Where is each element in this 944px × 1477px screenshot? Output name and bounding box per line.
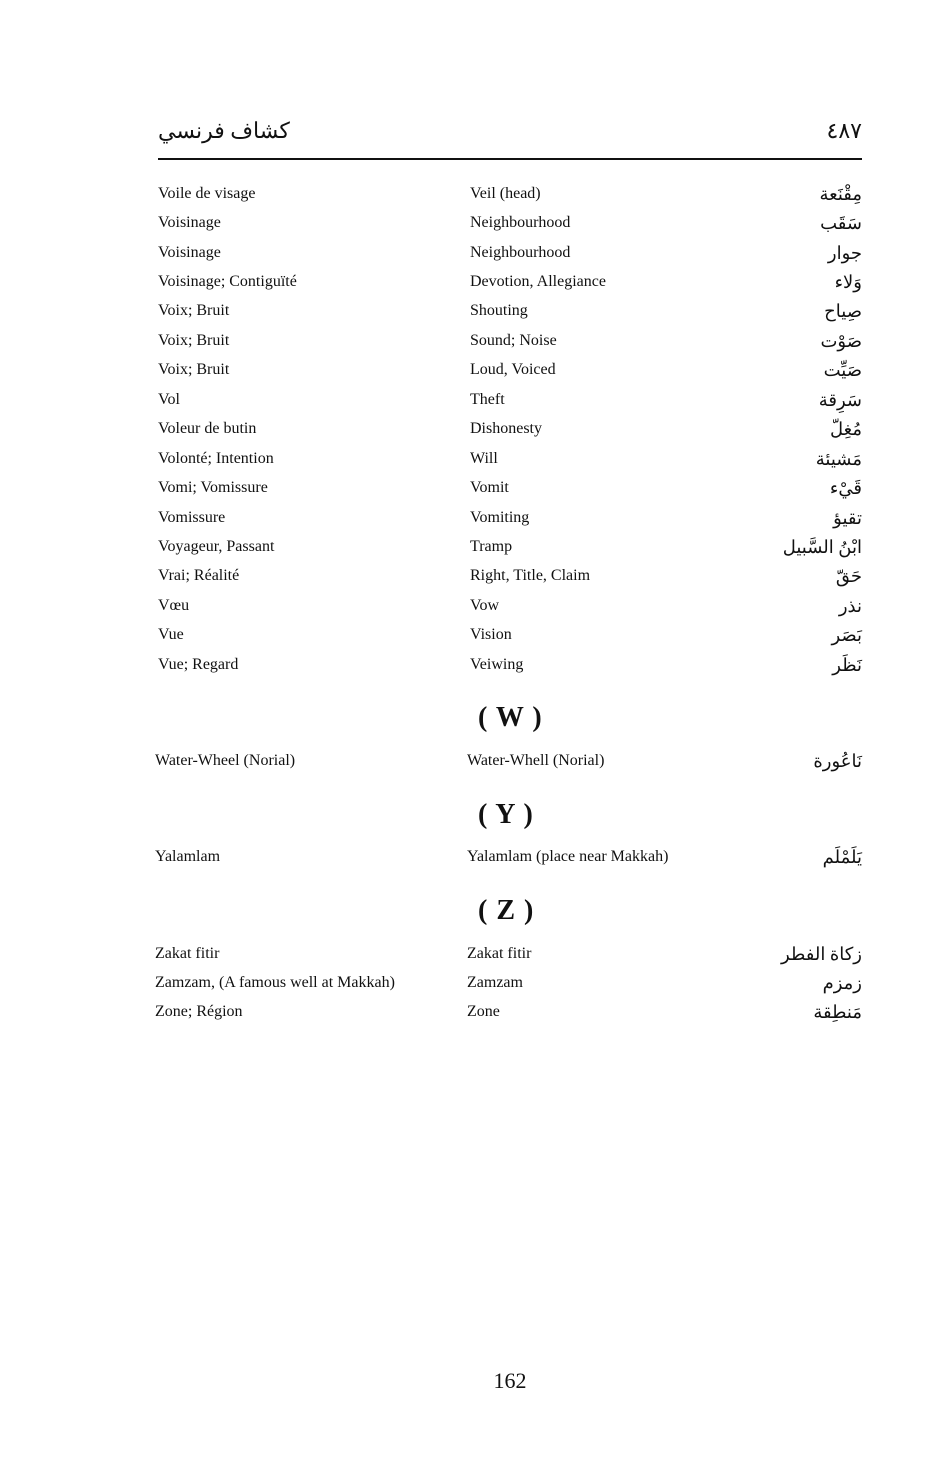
arabic-term: مَنطِقة xyxy=(813,1002,862,1022)
header-rule xyxy=(158,158,862,160)
english-term: Shouting xyxy=(470,302,528,319)
french-term: Zone; Région xyxy=(155,1003,243,1020)
arabic-term: ابْنُ السَّبيل xyxy=(782,537,862,557)
french-term: Voix; Bruit xyxy=(158,302,230,319)
list-item xyxy=(0,241,944,265)
english-term: Water-Whell (Norial) xyxy=(467,752,605,769)
section-heading-w: ( W ) xyxy=(478,702,543,733)
list-item xyxy=(0,942,944,966)
list-item xyxy=(0,417,944,441)
list-item xyxy=(0,211,944,235)
english-term: Zamzam xyxy=(467,974,523,991)
list-item xyxy=(0,299,944,323)
page-number: 162 xyxy=(493,1368,527,1393)
french-term: Vue; Regard xyxy=(158,656,239,673)
french-term: Voile de visage xyxy=(158,185,256,202)
english-term: Will xyxy=(470,450,498,467)
list-item xyxy=(0,749,944,773)
french-term: Vomissure xyxy=(158,509,226,526)
list-item xyxy=(0,594,944,618)
french-term: Voisinage xyxy=(158,214,221,231)
list-item xyxy=(0,358,944,382)
arabic-term: سَرِقة xyxy=(818,390,862,410)
french-term: Zamzam, (A famous well at Makkah) xyxy=(155,974,395,991)
french-term: Volonté; Intention xyxy=(158,450,274,467)
english-term: Right, Title, Claim xyxy=(470,567,591,584)
english-term: Veiwing xyxy=(470,656,524,673)
english-term: Tramp xyxy=(470,538,513,555)
list-item xyxy=(0,270,944,294)
english-term: Vision xyxy=(470,626,512,643)
french-term: Voisinage; Contiguïté xyxy=(158,273,297,290)
english-term: Yalamlam (place near Makkah) xyxy=(467,848,669,865)
list-item xyxy=(0,623,944,647)
list-item xyxy=(0,845,944,869)
section-heading-y: ( Y ) xyxy=(478,799,534,830)
list-item xyxy=(0,506,944,530)
french-term: Vœu xyxy=(158,597,190,614)
arabic-term: مُغِلّ xyxy=(830,419,862,439)
french-term: Voleur de butin xyxy=(158,420,257,437)
french-term: Vol xyxy=(158,391,180,408)
english-term: Vow xyxy=(470,597,500,614)
english-term: Loud, Voiced xyxy=(470,361,556,378)
arabic-term: سَقَب xyxy=(820,213,862,233)
list-item xyxy=(0,388,944,412)
list-item xyxy=(0,476,944,500)
english-term: Theft xyxy=(470,391,505,408)
french-term: Yalamlam xyxy=(155,848,221,865)
english-term: Neighbourhood xyxy=(470,214,571,231)
english-term: Vomit xyxy=(470,479,509,496)
english-term: Veil (head) xyxy=(470,185,541,202)
list-item xyxy=(0,653,944,677)
arabic-term: بَصَر xyxy=(831,625,862,645)
arabic-term: صِياح xyxy=(824,301,862,321)
french-term: Vue xyxy=(158,626,184,643)
french-term: Water-Wheel (Norial) xyxy=(155,752,296,769)
english-term: Vomiting xyxy=(470,509,530,526)
arabic-term: حَقّ xyxy=(835,566,862,586)
arabic-term: زمزم xyxy=(822,973,862,993)
arabic-term: نَاعُورة xyxy=(813,751,862,771)
arabic-term: يَلَمْلَم xyxy=(822,847,862,867)
arabic-term: مِقْنَعة xyxy=(819,184,862,204)
english-term: Zakat fitir xyxy=(467,945,532,962)
english-term: Dishonesty xyxy=(470,420,542,437)
header-title: كشاف فرنسي xyxy=(158,118,290,143)
english-term: Sound; Noise xyxy=(470,332,557,349)
arabic-term: نذر xyxy=(838,596,862,616)
header-page-number: ٤٨٧ xyxy=(826,118,862,143)
french-term: Voyageur, Passant xyxy=(158,538,275,555)
list-item xyxy=(0,329,944,353)
list-item xyxy=(0,1000,944,1024)
french-term: Voix; Bruit xyxy=(158,361,230,378)
running-header xyxy=(158,112,862,162)
french-term: Vrai; Réalité xyxy=(158,567,240,584)
arabic-term: صَوْت xyxy=(820,331,862,351)
arabic-term: نَظَر xyxy=(832,655,862,675)
arabic-term: قَيْء xyxy=(829,478,862,498)
french-term: Vomi; Vomissure xyxy=(158,479,268,496)
list-item xyxy=(0,535,944,559)
arabic-term: تقيؤ xyxy=(833,508,862,528)
list-item xyxy=(0,971,944,995)
list-item xyxy=(0,447,944,471)
arabic-term: صَيِّت xyxy=(823,360,862,380)
arabic-term: زكاة الفطر xyxy=(781,944,862,964)
arabic-term: جوار xyxy=(827,243,862,263)
arabic-term: مَشيئة xyxy=(815,449,862,469)
french-term: Zakat fitir xyxy=(155,945,220,962)
list-item xyxy=(0,564,944,588)
english-term: Neighbourhood xyxy=(470,244,571,261)
french-term: Voisinage xyxy=(158,244,221,261)
english-term: Devotion, Allegiance xyxy=(470,273,606,290)
arabic-term: وَلاء xyxy=(834,272,862,292)
section-heading-z: ( Z ) xyxy=(478,895,535,926)
french-term: Voix; Bruit xyxy=(158,332,230,349)
english-term: Zone xyxy=(467,1003,500,1020)
list-item xyxy=(0,182,944,206)
